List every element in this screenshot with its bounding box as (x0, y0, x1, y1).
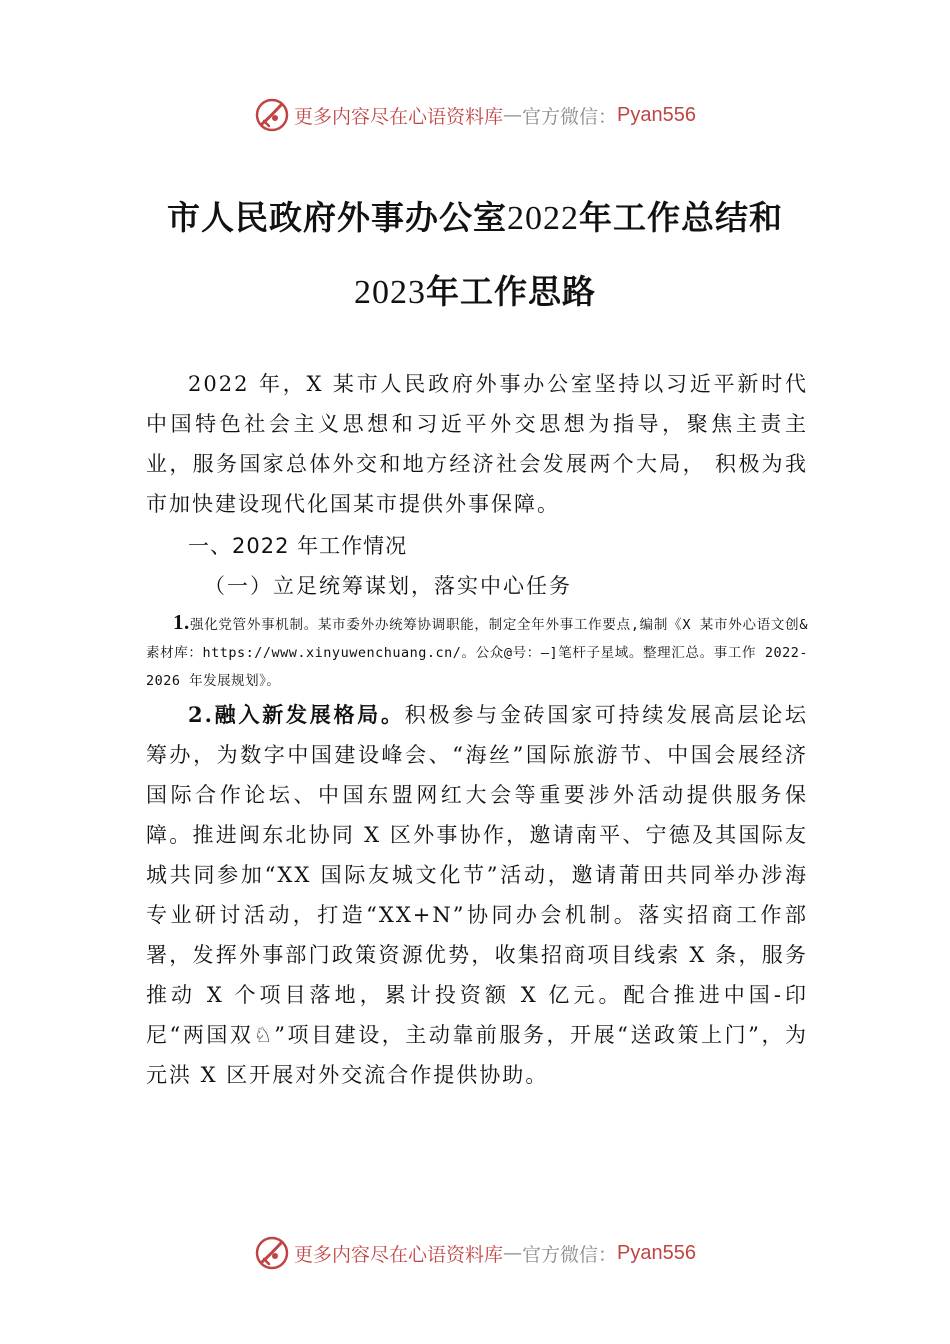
section-heading: 一、2022 年工作情况 (188, 534, 408, 558)
watermark-dash: — (503, 104, 523, 126)
watermark-id: Pyan556 (617, 103, 696, 126)
footer-watermark (0, 1228, 950, 1278)
watermark-text: 更多内容尽在心语资料库 (294, 1243, 504, 1266)
doc-title-line2 (0, 266, 950, 313)
item-1 (146, 608, 808, 695)
watermark-label: 官方微信： (522, 1243, 618, 1266)
subsection-heading: （一）立足统筹谋划，落实中心任务 (204, 574, 572, 598)
watermark (254, 97, 696, 133)
watermark (254, 1235, 696, 1271)
doc-body (146, 364, 808, 1095)
item-2-heading: 2.融入新发展格局。 (188, 702, 405, 727)
title-part: 年工作思路 (426, 272, 596, 311)
item-1-number: 1. (173, 610, 190, 634)
title-year: 2023 (354, 274, 426, 311)
watermark-dash: — (503, 1242, 523, 1264)
title-year: 2022 (507, 200, 579, 237)
item-1-text: 强化党管外事机制。某市委外办统筹协调职能，制定全年外事工作要点,编制《X 某市外心语文创&素材库：https://www.xinyuwenchuang.cn/。公众@号：—]笔杆子星域。整理汇总。事工作 2022-2026 年发展规划》。 (146, 617, 808, 689)
brush-logo-icon (254, 97, 290, 133)
item-2 (146, 695, 808, 1095)
intro-paragraph: 2022 年，X 某市人民政府外事办公室坚持以习近平新时代中国特色社会主义思想和习近平外交思想为指导，聚焦主责主业，服务国家总体外交和地方经济社会发展两个大局， 积极为我市加快建设现代化国某市提供外事保障。 (146, 372, 808, 516)
item-2-text: 积极参与金砖国家可持续发展高层论坛筹办，为数字中国建设峰会、“海丝”国际旅游节、中国会展经济国际合作论坛、中国东盟网红大会等重要涉外活动提供服务保障。推进闽东北协同 X 区外事协作，邀请南平、宁德及其国际友城共同参加“XX 国际友城文化节”活动，邀请莆田共同举办涉海专业研讨活动，打造“XX+N”协同办会机制。落实招商工作部署，发挥外事部门政策资源优势，收集招商项目线索 X 条，服务推动 X 个项目落地，累计投资额 X 亿元。配合推进中国-印尼“两国双♘”项目建设，主动靠前服务，开展“送政策上门”，为元洪 X 区开展对外交流合作提供协助。 (146, 703, 808, 1087)
watermark-label: 官方微信： (522, 105, 618, 128)
title-part: 年工作总结和 (579, 198, 783, 237)
watermark-id: Pyan556 (617, 1241, 696, 1264)
brush-logo-icon (254, 1235, 290, 1271)
header-watermark (0, 90, 950, 140)
title-part: 市人民政府外事办公室 (167, 198, 507, 237)
watermark-text: 更多内容尽在心语资料库 (294, 105, 504, 128)
doc-title-line1 (0, 192, 950, 239)
